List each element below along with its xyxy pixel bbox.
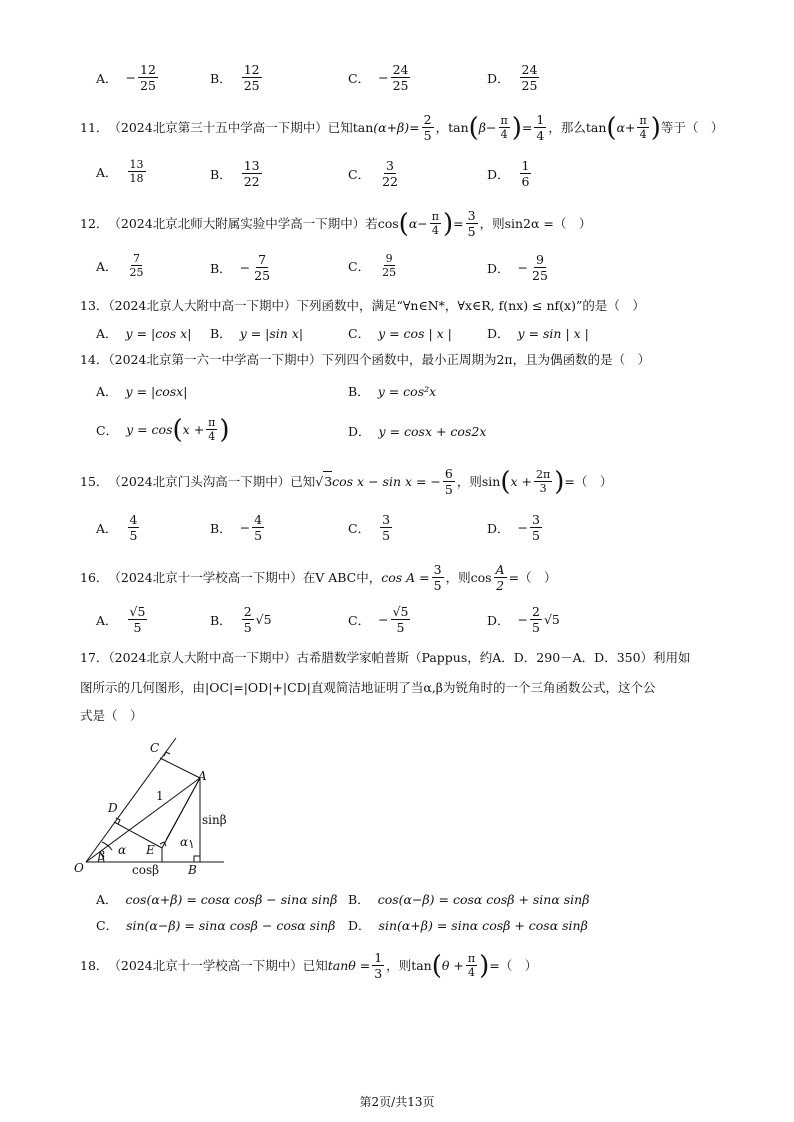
- denominator: 4: [208, 430, 216, 443]
- q13-option-a[interactable]: [96, 324, 191, 342]
- ca-line: [160, 758, 200, 778]
- option-sign: −: [125, 70, 137, 85]
- question-text: （2024北京人大附中高一下期中）下列函数中，满足“∀n∈N*，∀x∈R, f(nx) ≤ nf(x)”的是（ ）: [108, 298, 645, 313]
- math-arg: x +: [510, 473, 532, 489]
- denominator: 4: [500, 128, 508, 141]
- q17-option-a[interactable]: [96, 890, 337, 908]
- option-text: y = cos | x |: [378, 325, 452, 341]
- question-number: 13．: [80, 298, 109, 313]
- question-tail: 等于（ ）: [660, 119, 724, 135]
- option-label: D．: [487, 70, 510, 86]
- numerator: 24: [521, 62, 538, 77]
- paren-left-icon: (: [606, 112, 617, 143]
- option-label: A．: [96, 326, 118, 341]
- q17-option-d[interactable]: [348, 916, 588, 934]
- denominator: 22: [382, 174, 398, 189]
- q11-option-c[interactable]: [348, 158, 402, 189]
- denominator: 5: [444, 482, 453, 497]
- ae-segment: [166, 778, 200, 840]
- numerator: 1: [536, 112, 545, 127]
- alpha-arc-a-icon: [190, 840, 192, 848]
- denominator: 5: [382, 528, 391, 543]
- label-alpha-o: α: [118, 843, 127, 857]
- math-arg: β−: [478, 119, 497, 135]
- math-arg: α+: [616, 119, 636, 135]
- option-label: C．: [348, 70, 371, 86]
- option-text: y = cosx + cos2x: [378, 423, 487, 439]
- q17-line2: 图所示的几何图形，由|OC|=|OD|+|CD|直观简洁地证明了当α,β为锐角时的一个三角函数公式，这个公: [80, 680, 656, 695]
- math-fn: tan: [448, 119, 469, 135]
- option-label: D．: [487, 520, 510, 536]
- option-text: y = cos: [126, 422, 173, 437]
- math-arg: x +: [182, 422, 205, 437]
- q15-option-a[interactable]: [96, 512, 141, 543]
- q16-option-a[interactable]: [96, 604, 149, 635]
- q10-option-b[interactable]: [210, 62, 264, 93]
- option-label: D．: [487, 326, 510, 341]
- question-source: （2024北京门头沟高一下期中）已知: [108, 473, 316, 489]
- paren-left-icon: (: [398, 208, 409, 239]
- question-text: （2024北京第一六一中学高一下期中）下列四个函数中，最小正周期为2π，且为偶函数的是（ ）: [108, 352, 651, 367]
- sqrt-icon: √: [315, 473, 324, 489]
- denominator: 5: [133, 620, 142, 635]
- option-label: B．: [210, 326, 232, 341]
- numerator: 4: [129, 512, 138, 527]
- numerator: 12: [243, 62, 260, 77]
- option-label: C．: [348, 326, 371, 341]
- paren-right-icon: ): [442, 208, 454, 239]
- option-text: y = cos²x: [377, 383, 437, 399]
- numerator: π: [639, 114, 647, 127]
- denominator: 5: [243, 620, 252, 635]
- question-number: 14．: [80, 352, 109, 367]
- option-label: B．: [210, 612, 232, 628]
- denominator: 2: [496, 578, 505, 593]
- denominator: 25: [521, 78, 538, 93]
- question-source: （2024北京十一学校高一下期中）在V ABC中，: [108, 569, 382, 585]
- numerator: 3: [433, 562, 442, 577]
- numerator: 3: [467, 208, 476, 223]
- numerator: 7: [133, 252, 141, 265]
- q13-stem: [80, 296, 645, 316]
- punct: ，: [435, 119, 449, 135]
- q15-option-d[interactable]: [487, 512, 544, 543]
- option-label: A．: [96, 384, 118, 399]
- numerator: 6: [444, 466, 453, 481]
- option-label: C．: [96, 918, 119, 933]
- math-expr: cos x − sin x = −: [332, 473, 441, 489]
- label-b: B: [188, 863, 197, 876]
- q14-option-a[interactable]: [96, 382, 187, 400]
- q15-stem: [80, 466, 612, 497]
- question-tail: =（ ）: [489, 957, 538, 973]
- option-label: D．: [348, 918, 371, 933]
- right-angle-b-icon: [194, 856, 200, 862]
- q12-option-c[interactable]: [348, 252, 400, 279]
- question-source: （2024北京第三十五中学高一下期中）已知: [108, 119, 353, 135]
- option-label: B．: [210, 166, 232, 182]
- denominator: 4: [536, 128, 545, 143]
- numerator: 1: [521, 158, 530, 173]
- label-cos-beta: cosβ: [132, 863, 160, 876]
- connector: ，则: [386, 957, 412, 973]
- numerator: √5: [129, 604, 146, 619]
- sqrt-factor: √5: [255, 612, 272, 627]
- numerator: 9: [385, 252, 393, 265]
- paren-left-icon: (: [500, 466, 511, 497]
- question-tail: =（ ）: [564, 473, 613, 489]
- q10-option-d[interactable]: [487, 62, 541, 93]
- option-label: A．: [96, 70, 118, 86]
- option-label: B．: [210, 260, 232, 276]
- option-label: C．: [348, 258, 371, 274]
- numerator: A: [495, 562, 505, 577]
- math-arg: (α+β): [373, 119, 410, 135]
- question-number: 16．: [80, 569, 109, 585]
- option-label: D．: [487, 260, 510, 276]
- numerator: π: [431, 210, 439, 223]
- pappus-figure: [72, 736, 232, 876]
- math-fn: tan: [585, 119, 607, 135]
- option-sign: −: [378, 70, 389, 85]
- option-text: y = |cos x|: [125, 325, 192, 341]
- option-text: y = |cosx|: [125, 383, 188, 399]
- q17-option-c[interactable]: [96, 916, 335, 934]
- paren-left-icon: (: [172, 414, 183, 445]
- math-fn: tan: [352, 119, 374, 135]
- option-label: A．: [96, 520, 118, 536]
- q17-line1: 17．（2024北京人大附中高一下期中）古希腊数学家帕普斯（Pappus，约A．D．290－A．D．350）利用如: [80, 650, 691, 665]
- option-label: C．: [348, 166, 371, 182]
- denominator: 25: [129, 266, 144, 279]
- q14-option-d[interactable]: [348, 422, 486, 440]
- numerator: 13: [243, 158, 260, 173]
- q11-option-d[interactable]: [487, 158, 533, 189]
- numerator: π: [467, 952, 476, 965]
- denominator: 5: [532, 528, 540, 543]
- option-text: cos(α+β) = cosα cosβ − sinα sinβ: [125, 891, 338, 907]
- option-label: A．: [96, 164, 118, 180]
- math-arg: α−: [408, 215, 428, 231]
- numerator: 2: [532, 604, 540, 619]
- math-fn: cos: [377, 215, 399, 231]
- label-sin-beta: sinβ: [202, 813, 227, 827]
- q12-option-d[interactable]: [487, 252, 552, 283]
- option-label: B．: [348, 892, 370, 907]
- denominator: 4: [467, 966, 475, 979]
- question-source: （2024北京十一学校高一下期中）已知: [108, 957, 328, 973]
- math-expr: tanθ =: [327, 957, 371, 973]
- question-number: 18．: [80, 957, 109, 973]
- q18-stem: [80, 950, 537, 981]
- option-label: A．: [96, 258, 118, 274]
- option-label: B．: [210, 70, 232, 86]
- paren-right-icon: ): [219, 414, 230, 445]
- question-number: 15．: [80, 473, 109, 489]
- numerator: 2π: [536, 468, 551, 481]
- denominator: 22: [243, 174, 260, 189]
- denominator: 5: [254, 528, 263, 543]
- option-label: A．: [96, 612, 118, 628]
- option-label: D．: [487, 166, 510, 182]
- q16-option-b[interactable]: [210, 604, 272, 635]
- connector: ，则: [479, 215, 505, 231]
- question-tail: sin2α =（ ）: [504, 215, 592, 231]
- math-fn: tan: [411, 957, 432, 973]
- option-text: sin(α−β) = sinα cosβ − cosα sinβ: [126, 917, 336, 933]
- q14-option-c[interactable]: [96, 416, 230, 443]
- q13-option-d[interactable]: [487, 324, 589, 342]
- paren-right-icon: ): [554, 466, 565, 497]
- q11-option-b[interactable]: [210, 158, 264, 189]
- option-sign: −: [378, 612, 389, 627]
- q16-option-d[interactable]: [487, 604, 560, 635]
- denominator: 5: [129, 528, 138, 543]
- option-label: B．: [210, 520, 232, 536]
- q15-option-b[interactable]: [210, 512, 266, 543]
- question-number: 11．: [80, 119, 109, 135]
- option-label: C．: [348, 612, 371, 628]
- connector: ，则cos: [445, 569, 492, 585]
- numerator: 2: [243, 604, 252, 619]
- math-arg: θ +: [441, 957, 464, 973]
- page-footer: 第2页/共13页: [359, 1095, 435, 1109]
- paren-right-icon: ): [479, 950, 490, 981]
- question-source: （2024北京北师大附属实验中学高一下期中）若: [108, 215, 378, 231]
- numerator: π: [500, 114, 508, 127]
- paren-left-icon: (: [431, 950, 442, 981]
- option-label: D．: [348, 424, 371, 439]
- option-sign: −: [517, 260, 529, 275]
- q10-option-c[interactable]: [348, 62, 412, 93]
- denominator: 25: [254, 268, 271, 283]
- math-eq: =: [409, 119, 420, 135]
- math-expr: cos A =: [381, 569, 430, 585]
- denominator: 5: [433, 578, 442, 593]
- option-sign: −: [517, 612, 529, 627]
- q12-option-b[interactable]: [210, 252, 274, 283]
- label-d: D: [108, 801, 118, 815]
- q17-option-b[interactable]: [348, 890, 589, 908]
- denominator: 6: [521, 174, 530, 189]
- q17-line3: 式是（ ）: [80, 708, 143, 723]
- question-number: 12．: [80, 215, 109, 231]
- math-fn: sin: [481, 473, 501, 489]
- numerator: 1: [374, 950, 383, 965]
- numerator: π: [208, 416, 216, 429]
- q10-option-a[interactable]: [96, 62, 160, 93]
- option-label: D．: [487, 612, 510, 628]
- denominator: 25: [382, 266, 397, 279]
- denominator: 4: [431, 224, 439, 237]
- q12-stem: 12． （2024北京北师大附属实验中学高一下期中）若 cos ( α− $\frac{\pi}{4}$ ) = $\frac{3}{5}$ ，则 sin2α =（ ）: [80, 208, 592, 239]
- numerator: 9: [535, 252, 544, 267]
- label-e: E: [146, 843, 155, 857]
- numerator: 3: [532, 512, 540, 527]
- numerator: 3: [386, 158, 394, 173]
- q11-option-a[interactable]: [96, 158, 148, 185]
- option-sign: −: [239, 520, 251, 535]
- q16-stem: [80, 562, 557, 593]
- option-text: cos(α−β) = cosα cosβ + sinα sinβ: [377, 891, 590, 907]
- denominator: 4: [639, 128, 647, 141]
- option-sign: −: [239, 260, 251, 275]
- q16-option-c[interactable]: [348, 604, 412, 635]
- option-text: sin(α+β) = sinα cosβ + cosα sinβ: [378, 917, 588, 933]
- denominator: 5: [532, 620, 540, 635]
- q11-stem: 11． （2024北京第三十五中学高一下期中）已知 tan (α+β) = $\frac{2}{5}$ ， tan ( β− $\frac{\pi}{4}$ ) = $\frac{1}{4}$ ，那么 tan ( α+ $\frac{\pi}{4}$ ) 等于（ ）: [80, 112, 724, 143]
- denominator: 25: [140, 78, 156, 93]
- q13-option-b[interactable]: [210, 324, 303, 342]
- numerator: 3: [382, 512, 391, 527]
- denominator: 25: [243, 78, 260, 93]
- q14-option-b[interactable]: [348, 382, 436, 400]
- denominator: 5: [423, 128, 432, 143]
- numerator: 12: [140, 62, 156, 77]
- paren-left-icon: (: [468, 112, 479, 143]
- denominator: 3: [539, 482, 547, 495]
- label-a: A: [198, 769, 207, 783]
- paren-right-icon: ): [511, 112, 522, 143]
- numerator: 13: [129, 158, 144, 171]
- option-text: y = sin | x |: [517, 325, 589, 341]
- option-label: C．: [348, 520, 371, 536]
- q15-option-c[interactable]: [348, 512, 394, 543]
- q12-option-a[interactable]: [96, 252, 148, 279]
- numerator: √5: [392, 604, 409, 619]
- denominator: 25: [392, 78, 409, 93]
- paren-right-icon: ): [650, 112, 661, 143]
- option-label: C．: [96, 422, 119, 438]
- denominator: 18: [129, 172, 144, 185]
- label-beta: β: [98, 849, 105, 863]
- connector: ，那么: [548, 119, 586, 135]
- numerator: 2: [423, 112, 432, 127]
- option-sign: −: [517, 520, 529, 535]
- label-alpha-a: α: [180, 835, 189, 849]
- q13-option-c[interactable]: [348, 324, 452, 342]
- label-c: C: [150, 741, 160, 755]
- label-o: O: [74, 861, 84, 875]
- sqrt-radicand: 3: [323, 471, 332, 492]
- denominator: 5: [396, 620, 405, 635]
- denominator: 25: [532, 268, 548, 283]
- option-text: y = |sin x|: [239, 325, 304, 341]
- option-label: B．: [348, 384, 370, 399]
- q14-stem: [80, 350, 650, 370]
- option-label: A．: [96, 892, 118, 907]
- numerator: 4: [254, 512, 263, 527]
- question-tail: =（ ）: [508, 569, 557, 585]
- denominator: 5: [467, 224, 476, 239]
- connector: ，则: [456, 473, 482, 489]
- numerator: 24: [392, 62, 409, 77]
- label-one: 1: [156, 789, 164, 803]
- denominator: 3: [374, 966, 383, 981]
- sqrt-factor: √5: [543, 612, 560, 627]
- numerator: 7: [258, 252, 267, 267]
